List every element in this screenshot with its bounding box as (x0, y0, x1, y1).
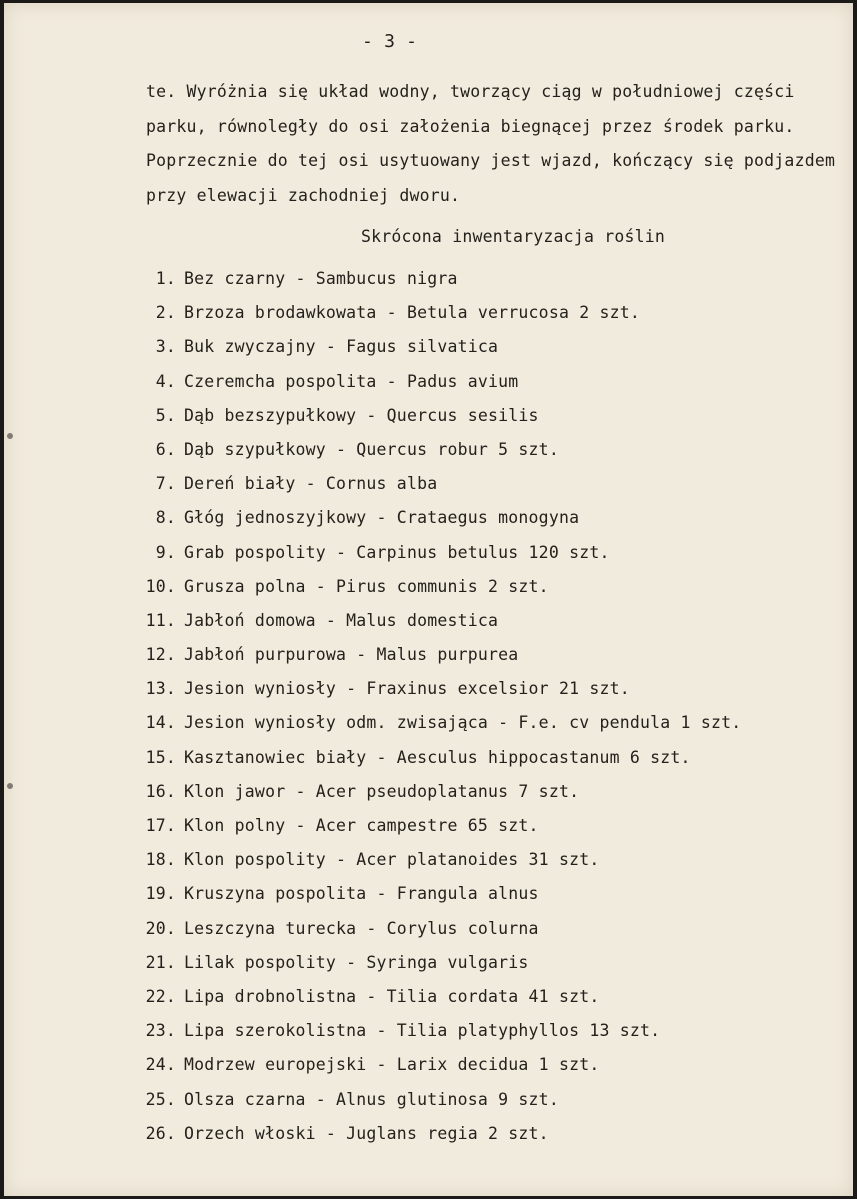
item-number: 9. (155, 542, 176, 562)
item-text: Olsza czarna - Alnus glutinosa 9 szt. (184, 1089, 559, 1109)
item-text: Lilak pospolity - Syringa vulgaris (184, 952, 529, 972)
item-number: 1. (155, 269, 176, 288)
list-item (4, 949, 853, 983)
item-number: 21. (145, 952, 176, 972)
section-heading: Skrócona inwentaryzacja roślin (361, 227, 666, 246)
item-text: Modrzew europejski - Larix decidua 1 szt. (184, 1055, 600, 1075)
item-number: 2. (155, 303, 176, 323)
list-item (4, 1086, 853, 1120)
page-number: - 3 - (362, 31, 418, 52)
list-item (4, 402, 853, 436)
list-item (4, 846, 853, 880)
item-number: 15. (145, 747, 176, 767)
list-item (4, 299, 853, 333)
item-text: Orzech włoski - Juglans regia 2 szt. (184, 1123, 549, 1143)
item-text: Klon jawor - Acer pseudoplatanus 7 szt. (184, 781, 580, 801)
item-number: 10. (145, 576, 176, 596)
item-text: Jabłoń purpurowa - Malus purpurea (184, 645, 519, 665)
item-number: 26. (145, 1123, 176, 1143)
item-text: Brzoza brodawkowata - Betula verrucosa 2 szt. (184, 303, 641, 323)
intro-paragraph (146, 75, 846, 213)
item-text: Lipa drobnolistna - Tilia cordata 41 szt. (184, 986, 600, 1006)
item-text: Bez czarny - Sambucus nigra (184, 269, 458, 288)
item-text: Jabłoń domowa - Malus domestica (184, 610, 499, 630)
list-item (4, 709, 853, 743)
item-text: Kruszyna pospolita - Frangula alnus (184, 884, 539, 904)
list-item (4, 539, 853, 573)
item-text: Klon pospolity - Acer platanoides 31 szt. (184, 850, 600, 870)
list-item (4, 744, 853, 778)
list-item (4, 983, 853, 1017)
item-text: Dąb szypułkowy - Quercus robur 5 szt. (184, 439, 559, 459)
item-number: 6. (155, 439, 176, 459)
item-number: 3. (155, 337, 176, 357)
item-number: 22. (145, 986, 176, 1006)
item-text: Grusza polna - Pirus communis 2 szt. (184, 576, 549, 596)
list-item (4, 880, 853, 914)
list-item (4, 1051, 853, 1085)
item-number: 16. (145, 781, 176, 801)
item-text: Czeremcha pospolita - Padus avium (184, 371, 519, 391)
list-item (4, 265, 853, 299)
item-number: 4. (155, 371, 176, 391)
paragraph-line: przy elewacji zachodniej dworu. (146, 185, 461, 205)
list-item (4, 504, 853, 538)
list-item (4, 607, 853, 641)
item-number: 25. (145, 1089, 176, 1109)
item-number: 17. (145, 816, 176, 835)
list-item (4, 778, 853, 812)
list-item (4, 436, 853, 470)
item-number: 23. (145, 1021, 176, 1041)
item-number: 18. (145, 850, 176, 870)
item-number: 8. (155, 508, 176, 528)
item-number: 14. (145, 713, 176, 733)
paragraph-line: parku, równoległy do osi założenia biegnącej przez środek parku. (146, 116, 795, 136)
list-item (4, 675, 853, 709)
item-text: Klon polny - Acer campestre 65 szt. (184, 816, 539, 835)
item-number: 20. (145, 918, 176, 938)
item-number: 24. (145, 1055, 176, 1075)
list-item (4, 333, 853, 367)
plant-inventory-list (4, 265, 853, 1154)
item-text: Głóg jednoszyjkowy - Crataegus monogyna (184, 508, 580, 528)
item-number: 13. (145, 679, 176, 699)
list-item (4, 368, 853, 402)
item-number: 11. (145, 610, 176, 630)
item-text: Kasztanowiec biały - Aesculus hippocastanum 6 szt. (184, 747, 691, 767)
list-item (4, 470, 853, 504)
item-number: 5. (155, 405, 176, 425)
item-text: Lipa szerokolistna - Tilia platyphyllos 13 szt. (184, 1021, 661, 1041)
list-item (4, 915, 853, 949)
item-text: Jesion wyniosły - Fraxinus excelsior 21 szt. (184, 679, 630, 699)
list-item (4, 1017, 853, 1051)
item-text: Leszczyna turecka - Corylus colurna (184, 918, 539, 938)
list-item (4, 641, 853, 675)
paragraph-line: Poprzecznie do tej osi usytuowany jest wjazd, kończący się podjazdem (146, 151, 836, 170)
list-item (4, 573, 853, 607)
item-text: Jesion wyniosły odm. zwisająca - F.e. cv pendula 1 szt. (184, 713, 742, 733)
list-item (4, 1120, 853, 1154)
document-page (4, 3, 853, 1196)
item-text: Buk zwyczajny - Fagus silvatica (184, 337, 499, 357)
item-text: Dereń biały - Cornus alba (184, 474, 438, 494)
item-text: Dąb bezszypułkowy - Quercus sesilis (184, 405, 539, 425)
list-item (4, 812, 853, 846)
item-number: 19. (145, 884, 176, 904)
item-text: Grab pospolity - Carpinus betulus 120 szt. (184, 542, 610, 562)
paragraph-line: te. Wyróżnia się układ wodny, tworzący ciąg w południowej części (146, 82, 795, 101)
item-number: 7. (155, 474, 176, 494)
item-number: 12. (145, 645, 176, 665)
